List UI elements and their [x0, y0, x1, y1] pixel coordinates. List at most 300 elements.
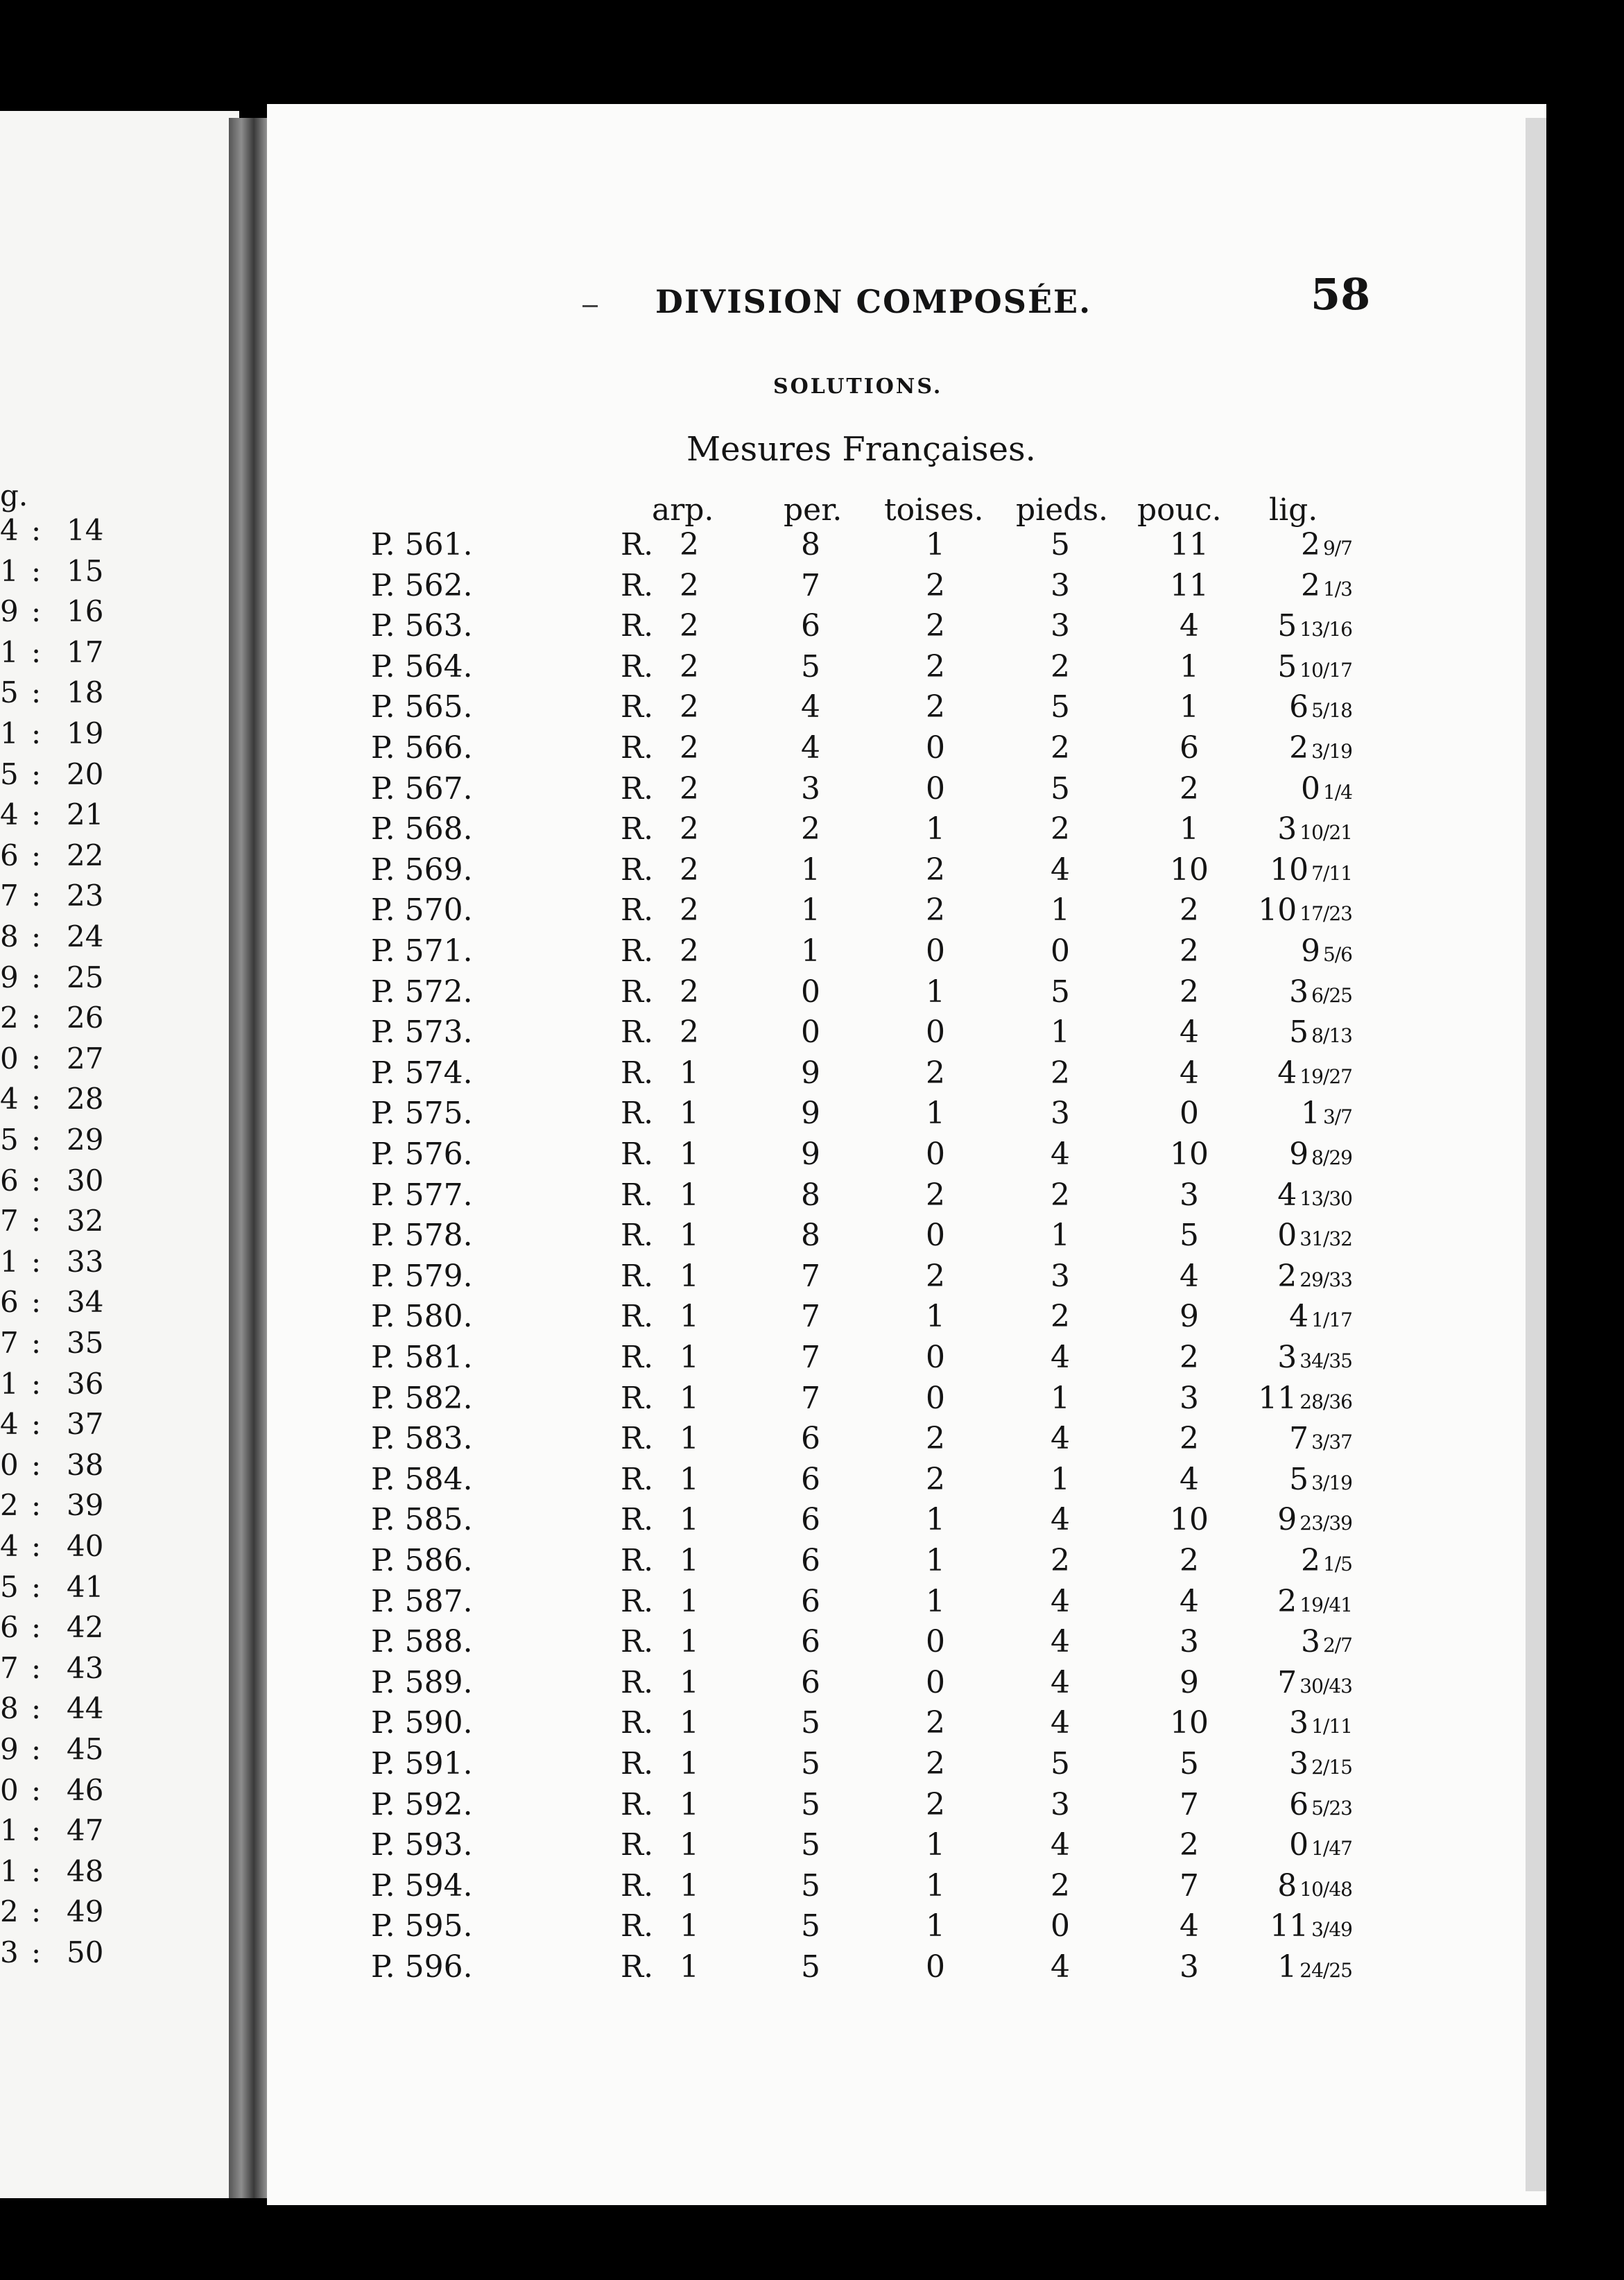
problem-number: P. 584.	[371, 1461, 473, 1497]
left-row-a: 4	[0, 513, 19, 547]
left-row-a: 3	[0, 1935, 19, 1969]
cell-arp: 1	[680, 1705, 699, 1741]
left-row	[0, 1407, 236, 1447]
cell-pouc: 2	[1180, 974, 1199, 1010]
left-row	[0, 1285, 236, 1325]
cell-lig	[1255, 892, 1352, 928]
cell-toises: 1	[926, 1908, 945, 1944]
cell-lig	[1255, 1381, 1352, 1416]
cell-lig	[1255, 1787, 1352, 1822]
left-row-b: 16	[67, 594, 104, 629]
problem-number: P. 577.	[371, 1177, 473, 1213]
left-row-b: 19	[67, 716, 104, 750]
solutions-label: SOLUTIONS.	[773, 374, 943, 399]
cell-pouc: 2	[1180, 1340, 1199, 1375]
table-row	[267, 1340, 1546, 1380]
cell-arp: 1	[680, 1624, 699, 1660]
left-row-a: 4	[0, 1407, 19, 1442]
cell-per: 7	[801, 1299, 820, 1335]
result-label: R.	[621, 1177, 654, 1213]
cell-pouc: 3	[1180, 1380, 1199, 1416]
left-row-separator: :	[31, 1001, 42, 1035]
left-row-a: 6	[0, 1285, 19, 1320]
left-row-separator: :	[31, 1488, 42, 1523]
header-dash	[582, 305, 598, 307]
cell-toises: 2	[926, 1177, 945, 1213]
cell-arp: 1	[680, 1543, 699, 1578]
left-row-separator: :	[31, 1204, 42, 1238]
cell-pieds: 2	[1051, 648, 1070, 684]
cell-toises: 0	[926, 770, 945, 806]
problem-number: P. 579.	[371, 1258, 473, 1294]
left-row	[0, 513, 236, 553]
cell-per: 9	[801, 1096, 820, 1132]
table-row	[267, 1096, 1546, 1136]
left-row-separator: :	[31, 594, 42, 629]
problem-number: P. 561.	[371, 527, 473, 562]
table-row	[267, 649, 1546, 689]
result-label: R.	[621, 1786, 654, 1822]
left-row-b: 23	[67, 879, 104, 913]
cell-lig	[1255, 568, 1352, 603]
cell-toises: 0	[926, 1137, 945, 1172]
left-row-separator: :	[31, 1041, 42, 1076]
result-label: R.	[621, 648, 654, 684]
cell-lig-whole: 4	[1289, 1299, 1309, 1335]
cell-lig-fraction: 3/49	[1311, 1918, 1352, 1942]
left-page	[0, 111, 239, 2198]
left-row	[0, 1854, 236, 1894]
cell-pouc: 10	[1170, 852, 1209, 888]
problem-number: P. 594.	[371, 1867, 473, 1903]
cell-lig-whole: 2	[1300, 567, 1320, 603]
left-row-b: 39	[67, 1488, 104, 1523]
cell-lig-whole: 2	[1300, 1543, 1320, 1578]
cell-arp: 2	[680, 770, 699, 806]
left-row-a: 1	[0, 553, 19, 588]
left-row	[0, 1326, 236, 1366]
result-label: R.	[621, 567, 654, 603]
left-row-a: 0	[0, 1041, 19, 1076]
result-label: R.	[621, 1543, 654, 1578]
left-row-separator: :	[31, 1894, 42, 1929]
left-row-a: 4	[0, 1082, 19, 1116]
table-row	[267, 608, 1546, 648]
left-row-a: 6	[0, 1163, 19, 1198]
cell-lig-fraction: 3/19	[1311, 740, 1352, 763]
cell-pouc: 10	[1170, 1137, 1209, 1172]
cell-per: 0	[801, 974, 820, 1010]
cell-arp: 1	[680, 1664, 699, 1700]
cell-lig-fraction: 5/23	[1311, 1796, 1352, 1820]
cell-pieds: 4	[1051, 1949, 1070, 1985]
left-row	[0, 757, 236, 797]
left-row-separator: :	[31, 553, 42, 588]
cell-toises: 2	[926, 689, 945, 725]
cell-toises: 1	[926, 974, 945, 1010]
cell-toises: 0	[926, 730, 945, 766]
left-row	[0, 1935, 236, 1976]
left-partial-header: g.	[0, 478, 28, 512]
left-row-separator: :	[31, 1285, 42, 1320]
column-header-arp: arp.	[652, 492, 714, 528]
left-row-separator: :	[31, 1650, 42, 1685]
left-row-b: 18	[67, 675, 104, 710]
cell-pouc: 2	[1180, 1543, 1199, 1578]
cell-lig-whole: 9	[1289, 1137, 1309, 1172]
problem-number: P. 580.	[371, 1299, 473, 1335]
cell-toises: 0	[926, 1664, 945, 1700]
left-row	[0, 635, 236, 675]
cell-pieds: 4	[1051, 1583, 1070, 1619]
cell-pieds: 5	[1051, 689, 1070, 725]
cell-toises: 1	[926, 1096, 945, 1132]
result-label: R.	[621, 1014, 654, 1051]
problem-number: P. 570.	[371, 892, 473, 929]
cell-lig-whole: 5	[1289, 1461, 1309, 1497]
left-row-separator: :	[31, 1326, 42, 1360]
cell-lig-whole: 1	[1300, 1096, 1320, 1132]
cell-toises: 1	[926, 811, 945, 847]
left-row-a: 8	[0, 919, 19, 953]
cell-lig-fraction: 5/6	[1322, 943, 1352, 966]
left-row-a: 1	[0, 634, 19, 669]
cell-pouc: 4	[1180, 1583, 1199, 1619]
cell-pouc: 5	[1180, 1746, 1199, 1781]
cell-per: 9	[801, 1055, 820, 1091]
cell-lig	[1255, 1055, 1352, 1091]
cell-arp: 1	[680, 1461, 699, 1497]
left-row	[0, 1773, 236, 1813]
problem-number: P. 576.	[371, 1137, 473, 1172]
left-row	[0, 1691, 236, 1731]
cell-lig	[1255, 1137, 1352, 1172]
left-row-a: 2	[0, 1488, 19, 1523]
left-row-separator: :	[31, 1447, 42, 1482]
problem-number: P. 565.	[371, 689, 473, 725]
cell-pieds: 5	[1051, 974, 1070, 1010]
problem-number: P. 578.	[371, 1218, 473, 1254]
cell-pouc: 2	[1180, 770, 1199, 806]
table-row	[267, 689, 1546, 729]
problem-number: P. 588.	[371, 1624, 473, 1660]
cell-pieds: 4	[1051, 1827, 1070, 1863]
left-row	[0, 1610, 236, 1650]
cell-pouc: 10	[1170, 1502, 1209, 1538]
cell-per: 6	[801, 1664, 820, 1700]
left-row-b: 48	[67, 1854, 104, 1888]
left-row	[0, 1164, 236, 1204]
cell-pouc: 9	[1180, 1299, 1199, 1335]
left-row	[0, 879, 236, 919]
cell-per: 7	[801, 1258, 820, 1294]
cell-per: 6	[801, 1461, 820, 1497]
cell-pouc: 6	[1180, 730, 1199, 766]
cell-pieds: 4	[1051, 852, 1070, 888]
table-row	[267, 1259, 1546, 1299]
cell-lig	[1255, 608, 1352, 644]
left-row-a: 4	[0, 797, 19, 832]
left-row-a: 8	[0, 1691, 19, 1726]
result-label: R.	[621, 608, 654, 644]
cell-pouc: 3	[1180, 1177, 1199, 1213]
cell-per: 6	[801, 1624, 820, 1660]
table-row	[267, 1055, 1546, 1096]
cell-lig-whole: 10	[1270, 852, 1309, 888]
cell-lig-whole: 0	[1289, 1827, 1309, 1863]
cell-per: 8	[801, 527, 820, 562]
cell-arp: 1	[680, 1137, 699, 1172]
left-row	[0, 1813, 236, 1854]
table-row	[267, 1381, 1546, 1421]
cell-lig-whole: 7	[1277, 1664, 1297, 1700]
problem-number: P. 569.	[371, 852, 473, 888]
cell-arp: 1	[680, 1258, 699, 1294]
left-row-a: 9	[0, 594, 19, 629]
cell-lig	[1255, 933, 1352, 969]
cell-per: 9	[801, 1137, 820, 1172]
left-row	[0, 594, 236, 634]
cell-toises: 1	[926, 1543, 945, 1578]
cell-arp: 2	[680, 852, 699, 888]
cell-lig-fraction: 19/27	[1299, 1064, 1352, 1088]
cell-pieds: 2	[1051, 811, 1070, 847]
cell-lig-fraction: 1/47	[1311, 1837, 1352, 1860]
table-row	[267, 1421, 1546, 1461]
cell-pouc: 3	[1180, 1624, 1199, 1660]
cell-lig-whole: 5	[1277, 608, 1297, 644]
left-row-separator: :	[31, 1123, 42, 1157]
left-row-a: 7	[0, 1326, 19, 1360]
cell-lig	[1255, 1584, 1352, 1619]
cell-pieds: 4	[1051, 1502, 1070, 1538]
left-row	[0, 1204, 236, 1244]
problem-number: P. 587.	[371, 1583, 473, 1619]
cell-pouc: 11	[1170, 527, 1209, 562]
cell-toises: 1	[926, 1299, 945, 1335]
left-row-b: 27	[67, 1041, 104, 1076]
cell-pouc: 11	[1170, 567, 1209, 603]
left-row-separator: :	[31, 960, 42, 994]
cell-lig-whole: 0	[1300, 770, 1320, 806]
left-row	[0, 919, 236, 960]
problem-number: P. 591.	[371, 1746, 473, 1781]
cell-per: 4	[801, 689, 820, 725]
cell-arp: 1	[680, 1299, 699, 1335]
cell-arp: 1	[680, 1786, 699, 1822]
table-row	[267, 1177, 1546, 1218]
section-title: Mesures Françaises.	[686, 430, 1036, 469]
left-row	[0, 554, 236, 594]
result-label: R.	[621, 1421, 654, 1457]
left-row-a: 2	[0, 1894, 19, 1929]
cell-per: 5	[801, 648, 820, 684]
cell-lig-fraction: 3/37	[1311, 1431, 1352, 1454]
left-row-separator: :	[31, 716, 42, 750]
left-row	[0, 716, 236, 757]
cell-lig-whole: 5	[1289, 1014, 1309, 1051]
left-row-b: 26	[67, 1001, 104, 1035]
problem-number: P. 571.	[371, 933, 473, 969]
left-row-separator: :	[31, 1772, 42, 1807]
cell-pouc: 4	[1180, 1014, 1199, 1051]
left-row	[0, 1529, 236, 1569]
cell-lig-fraction: 1/3	[1322, 577, 1352, 601]
left-row-separator: :	[31, 1244, 42, 1279]
left-row-separator: :	[31, 879, 42, 913]
result-label: R.	[621, 1624, 654, 1660]
cell-pouc: 2	[1180, 933, 1199, 969]
left-row-b: 40	[67, 1529, 104, 1563]
cell-lig-whole: 2	[1277, 1583, 1297, 1619]
cell-lig	[1255, 852, 1352, 888]
table-row	[267, 1014, 1546, 1055]
cell-lig-fraction: 31/32	[1299, 1227, 1352, 1251]
left-row-b: 35	[67, 1326, 104, 1360]
result-label: R.	[621, 1664, 654, 1700]
cell-pieds: 2	[1051, 1177, 1070, 1213]
cell-arp: 1	[680, 1583, 699, 1619]
cell-lig-whole: 2	[1289, 730, 1309, 766]
left-row-b: 37	[67, 1407, 104, 1442]
result-label: R.	[621, 1502, 654, 1538]
cell-arp: 1	[680, 1055, 699, 1091]
left-row-separator: :	[31, 838, 42, 872]
cell-per: 4	[801, 730, 820, 766]
left-row	[0, 1367, 236, 1407]
left-row-b: 21	[67, 797, 104, 832]
cell-lig-whole: 3	[1289, 1705, 1309, 1741]
column-header-pieds: pieds.	[1016, 492, 1109, 528]
table-row	[267, 933, 1546, 974]
result-label: R.	[621, 974, 654, 1010]
cell-lig-whole: 3	[1289, 1746, 1309, 1781]
cell-per: 2	[801, 811, 820, 847]
cell-lig-whole: 4	[1277, 1055, 1297, 1091]
column-header-pouc: pouc.	[1137, 492, 1222, 528]
left-row	[0, 838, 236, 879]
cell-per: 6	[801, 1583, 820, 1619]
left-row-b: 14	[67, 513, 104, 547]
left-row-separator: :	[31, 1732, 42, 1766]
left-row	[0, 960, 236, 1001]
left-row-b: 44	[67, 1691, 104, 1726]
cell-lig	[1255, 1908, 1352, 1944]
result-label: R.	[621, 1380, 654, 1416]
result-label: R.	[621, 1827, 654, 1863]
problem-number: P. 574.	[371, 1055, 473, 1091]
cell-pouc: 2	[1180, 1827, 1199, 1863]
table-row	[267, 1137, 1546, 1177]
cell-lig-fraction: 10/17	[1299, 658, 1352, 682]
problem-number: P. 583.	[371, 1421, 473, 1457]
cell-arp: 2	[680, 689, 699, 725]
book-gutter	[229, 118, 270, 2198]
left-row	[0, 1245, 236, 1285]
left-row-b: 22	[67, 838, 104, 872]
cell-lig-whole: 10	[1258, 892, 1297, 929]
cell-pouc: 1	[1180, 648, 1199, 684]
problem-number: P. 582.	[371, 1380, 473, 1416]
cell-lig-fraction: 10/21	[1299, 821, 1352, 845]
left-row	[0, 1001, 236, 1041]
left-row-a: 1	[0, 716, 19, 750]
result-label: R.	[621, 1908, 654, 1944]
cell-lig-whole: 4	[1277, 1177, 1297, 1213]
cell-arp: 2	[680, 527, 699, 562]
cell-toises: 2	[926, 1258, 945, 1294]
cell-pieds: 2	[1051, 1867, 1070, 1903]
left-row-separator: :	[31, 797, 42, 832]
left-row-separator: :	[31, 1407, 42, 1442]
cell-lig	[1255, 1624, 1352, 1659]
cell-per: 5	[801, 1746, 820, 1781]
problem-number: P. 589.	[371, 1664, 473, 1700]
cell-pieds: 1	[1051, 892, 1070, 929]
cell-lig	[1255, 1259, 1352, 1294]
cell-toises: 0	[926, 1624, 945, 1660]
cell-lig-fraction: 1/11	[1311, 1715, 1352, 1738]
left-row-separator: :	[31, 1082, 42, 1116]
cell-pouc: 4	[1180, 608, 1199, 644]
cell-arp: 1	[680, 1421, 699, 1457]
cell-lig-whole: 1	[1277, 1949, 1297, 1985]
cell-per: 5	[801, 1705, 820, 1741]
cell-per: 5	[801, 1867, 820, 1903]
cell-lig-fraction: 8/13	[1311, 1024, 1352, 1048]
cell-pouc: 1	[1180, 811, 1199, 847]
cell-lig-whole: 3	[1277, 1340, 1297, 1375]
cell-pouc: 5	[1180, 1218, 1199, 1254]
cell-lig	[1255, 1868, 1352, 1903]
cell-pieds: 0	[1051, 933, 1070, 969]
result-label: R.	[621, 770, 654, 806]
cell-pieds: 4	[1051, 1624, 1070, 1660]
cell-lig-fraction: 8/29	[1311, 1146, 1352, 1169]
problem-number: P. 564.	[371, 648, 473, 684]
cell-toises: 2	[926, 852, 945, 888]
problem-number: P. 586.	[371, 1543, 473, 1578]
cell-per: 5	[801, 1949, 820, 1985]
cell-lig-whole: 2	[1300, 527, 1320, 562]
cell-toises: 0	[926, 1218, 945, 1254]
table-row	[267, 1746, 1546, 1786]
cell-arp: 1	[680, 1827, 699, 1863]
cell-lig-fraction: 24/25	[1299, 1959, 1352, 1982]
cell-lig-whole: 9	[1300, 933, 1320, 969]
cell-lig-whole: 8	[1277, 1867, 1297, 1903]
problem-number: P. 593.	[371, 1827, 473, 1863]
result-label: R.	[621, 1583, 654, 1619]
left-row-a: 0	[0, 1772, 19, 1807]
left-row-a: 5	[0, 757, 19, 791]
cell-pieds: 2	[1051, 1299, 1070, 1335]
cell-lig	[1255, 1096, 1352, 1131]
table-row	[267, 1584, 1546, 1624]
left-row-a: 6	[0, 838, 19, 872]
result-label: R.	[621, 1218, 654, 1254]
cell-arp: 2	[680, 892, 699, 929]
left-row	[0, 1732, 236, 1772]
cell-arp: 1	[680, 1502, 699, 1538]
left-row-a: 7	[0, 879, 19, 913]
cell-lig-whole: 6	[1289, 689, 1309, 725]
cell-pieds: 0	[1051, 1908, 1070, 1944]
cell-lig	[1255, 1340, 1352, 1375]
cell-toises: 0	[926, 1340, 945, 1375]
page-title: DIVISION COMPOSÉE.	[655, 283, 1092, 320]
problem-number: P. 573.	[371, 1014, 473, 1051]
